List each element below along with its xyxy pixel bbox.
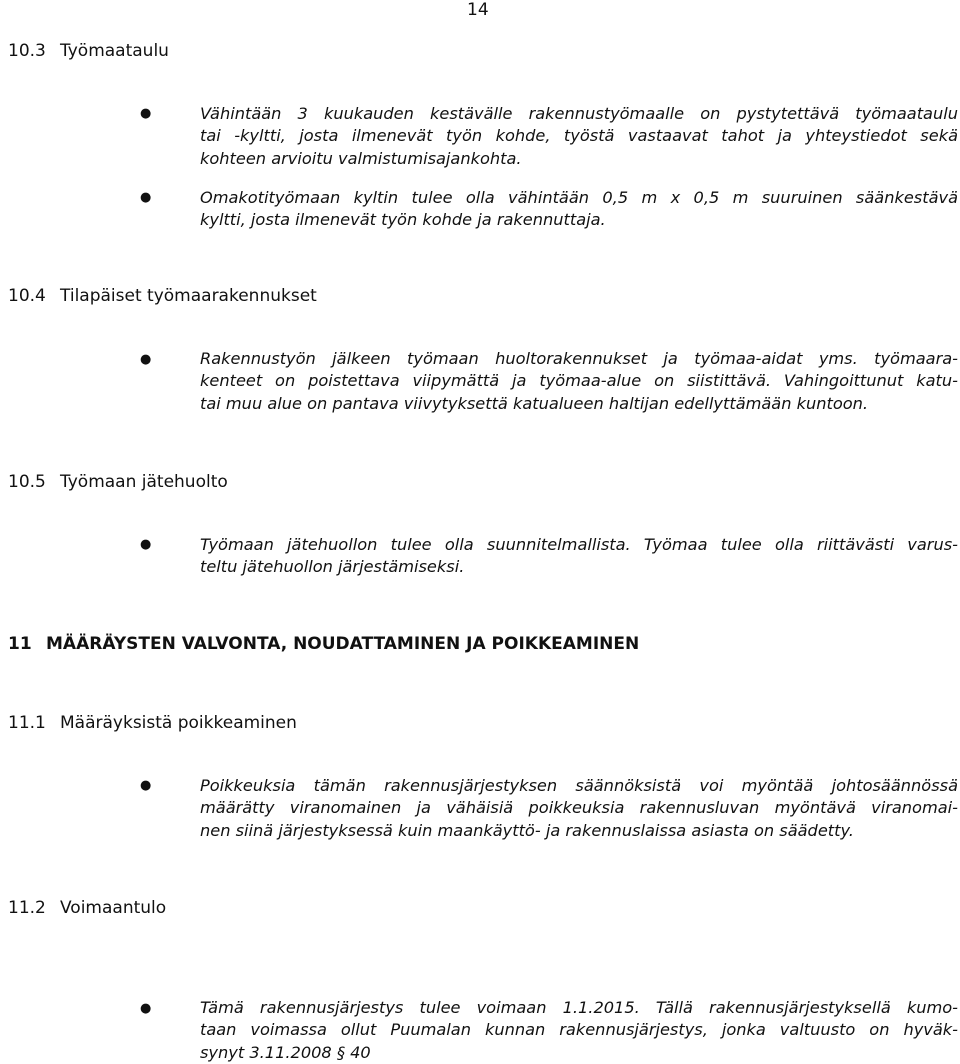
text-line: Omakotityömaan kyltin tulee olla vähintään 0,5 m x 0,5 m suuruinen säänkestävä xyxy=(200,188,958,207)
text-line: synyt 3.11.2008 § 40 xyxy=(200,1042,371,1062)
section-title: Työmaan jätehuolto xyxy=(60,472,228,492)
bullet-icon: ● xyxy=(140,537,152,552)
text-line: Poikkeuksia tämän rakennusjärjestyksen säännöksistä voi myöntää johtosäännössä xyxy=(200,776,958,795)
section-heading-10-4 xyxy=(8,286,317,306)
section-title: Työmaataulu xyxy=(60,41,169,61)
paragraph xyxy=(200,103,958,170)
section-title: Tilapäiset työmaarakennukset xyxy=(60,286,317,306)
text-line: Rakennustyön jälkeen työmaan huoltorakennukset ja työmaa-aidat yms. työmaara- xyxy=(200,349,958,368)
text-line: kohteen arvioitu valmistumisajankohta. xyxy=(200,148,522,168)
section-title: Määräyksistä poikkeaminen xyxy=(60,713,297,733)
text-line: kenteet on poistettava viipymättä ja työmaa-alue on siistittävä. Vahingoittunut katu- xyxy=(200,371,958,391)
text-line: tai -kyltti, josta ilmenevät työn kohde, työstä vastaavat tahot ja yhteystiedot sekä xyxy=(200,126,958,146)
text-line: Tämä rakennusjärjestys tulee voimaan 1.1.2015. Tällä rakennusjärjestyksellä kumo- xyxy=(200,998,958,1017)
bullet-icon: ● xyxy=(140,1001,152,1016)
text-line: kyltti, josta ilmenevät työn kohde ja rakennuttaja. xyxy=(200,210,606,230)
chapter-title: MÄÄRÄYSTEN VALVONTA, NOUDATTAMINEN JA POIKKEAMINEN xyxy=(46,634,640,654)
section-heading-11-2 xyxy=(8,898,166,918)
bullet-icon: ● xyxy=(140,190,152,205)
bullet-icon: ● xyxy=(140,352,152,367)
section-heading-10-3 xyxy=(8,41,169,61)
page-number: 14 xyxy=(467,0,489,20)
section-title: Voimaantulo xyxy=(60,898,167,918)
section-number: 11.1 xyxy=(8,713,46,733)
chapter-heading-11 xyxy=(8,634,639,654)
text-line: Työmaan jätehuollon tulee olla suunnitelmallista. Työmaa tulee olla riittävästi varus- xyxy=(200,535,958,554)
section-heading-10-5 xyxy=(8,472,228,492)
section-heading-11-1 xyxy=(8,713,297,733)
section-number: 10.5 xyxy=(8,472,46,492)
section-number: 10.4 xyxy=(8,286,46,306)
text-line: määrätty viranomainen ja vähäisiä poikkeuksia rakennusluvan myöntävä viranomai- xyxy=(200,798,958,818)
paragraph xyxy=(200,534,958,579)
text-line: Vähintään 3 kuukauden kestävälle rakennustyömaalle on pystytettävä työmaataulu xyxy=(200,104,958,123)
section-number: 11.2 xyxy=(8,898,46,918)
paragraph xyxy=(200,187,958,232)
text-line: nen siinä järjestyksessä kuin maankäyttö- ja rakennuslaissa asiasta on säädetty. xyxy=(200,820,854,840)
paragraph xyxy=(200,997,958,1064)
bullet-icon: ● xyxy=(140,778,152,793)
chapter-number: 11 xyxy=(8,634,32,654)
text-line: tai muu alue on pantava viivytyksettä katualueen haltijan edellyttämään kuntoon. xyxy=(200,393,869,413)
text-line: teltu jätehuollon järjestämiseksi. xyxy=(200,557,465,577)
bullet-icon: ● xyxy=(140,106,152,121)
section-number: 10.3 xyxy=(8,41,46,61)
text-line: taan voimassa ollut Puumalan kunnan rakennusjärjestys, jonka valtuusto on hyväk- xyxy=(200,1020,958,1040)
paragraph xyxy=(200,775,958,842)
paragraph xyxy=(200,348,958,415)
